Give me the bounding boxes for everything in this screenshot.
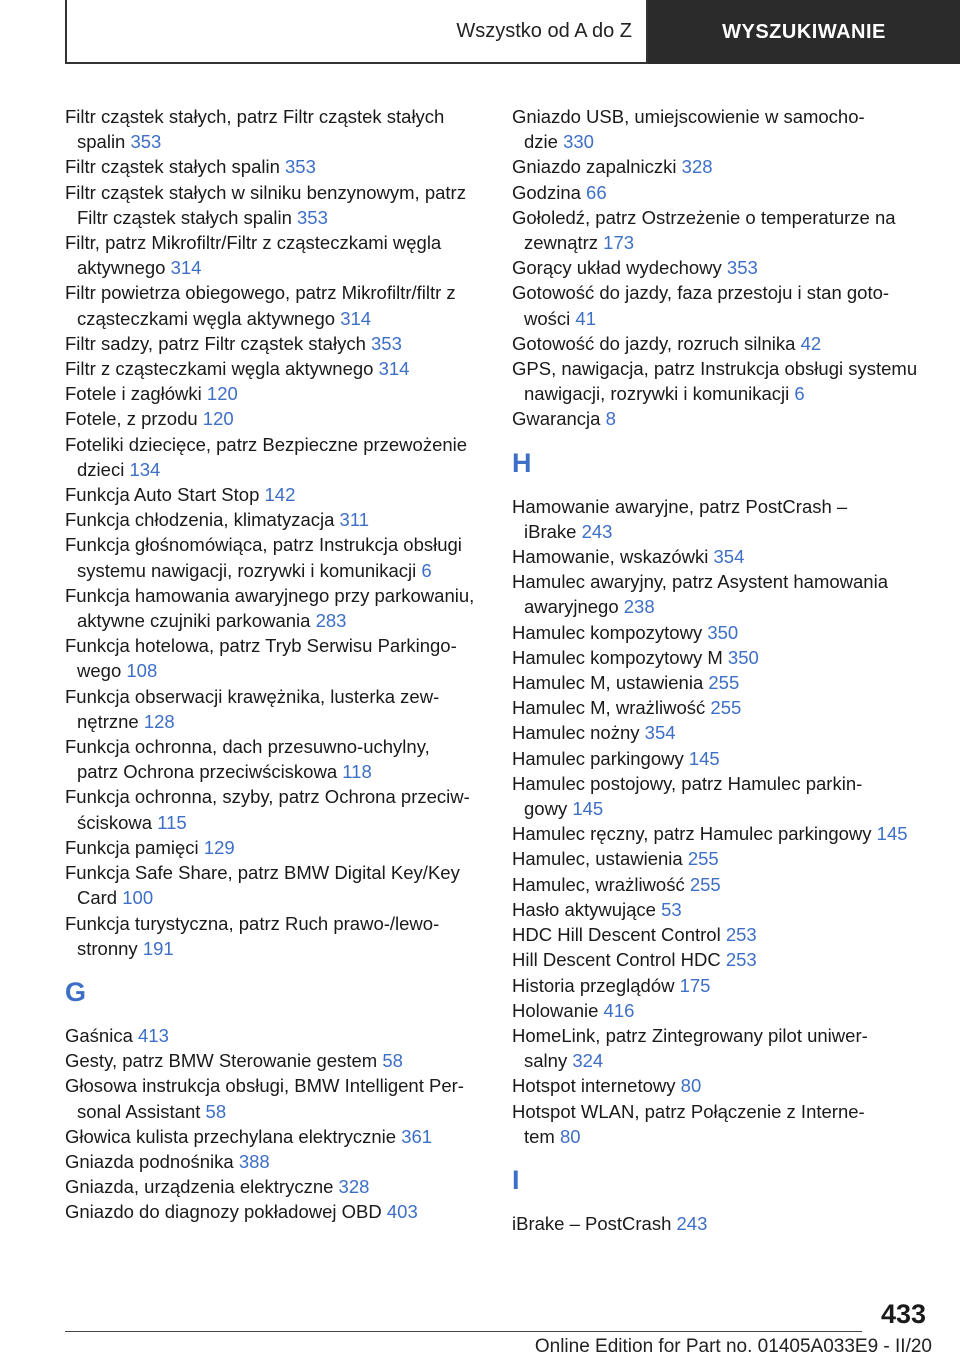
page-link[interactable]: 388 xyxy=(238,1150,270,1172)
page-link[interactable]: 311 xyxy=(339,509,370,531)
index-entry xyxy=(65,280,485,305)
index-entry-text: Hamulec kompozytowy xyxy=(512,621,708,643)
index-entry xyxy=(512,670,932,695)
index-entry-text: nętrzne xyxy=(77,710,144,732)
index-entry-text: tem xyxy=(524,1125,560,1147)
index-entry-text: Funkcja hotelowa, patrz Tryb Serwisu Parkingo- xyxy=(65,635,457,657)
index-entry-text: Hamowanie, wskazówki xyxy=(512,546,714,568)
page-link[interactable]: 128 xyxy=(143,710,175,732)
page-link[interactable]: 255 xyxy=(710,697,742,719)
index-entry xyxy=(65,154,485,179)
page-link[interactable]: 354 xyxy=(713,546,745,568)
page-link[interactable]: 134 xyxy=(129,458,161,480)
page-link[interactable]: 129 xyxy=(203,836,235,858)
index-entry-text: Hamulec, wrażliwość xyxy=(512,873,690,895)
page-link[interactable]: 58 xyxy=(382,1050,403,1072)
index-entry xyxy=(65,1174,485,1199)
index-entry-text: Filtr cząstek stałych spalin xyxy=(65,156,286,178)
index-entry-text: dzieci xyxy=(77,458,130,480)
index-entry xyxy=(65,381,485,406)
index-entry xyxy=(65,1199,485,1224)
index-letter-heading: H xyxy=(512,447,532,478)
index-entry xyxy=(65,230,485,255)
index-entry xyxy=(65,482,485,507)
index-entry-continuation xyxy=(512,129,932,154)
index-entry-text: iBrake xyxy=(524,520,582,542)
index-entry-text: Fotele i zagłówki xyxy=(65,383,207,405)
index-entry xyxy=(512,821,932,846)
index-entry xyxy=(65,432,485,457)
index-entry-text: dzie xyxy=(524,131,564,153)
page-link[interactable]: 243 xyxy=(581,520,613,542)
page-link[interactable]: 120 xyxy=(202,408,234,430)
index-entry xyxy=(65,532,485,557)
index-entry-continuation xyxy=(65,885,485,910)
index-entry-text: Historia przeglądów xyxy=(512,974,680,996)
index-entry xyxy=(65,104,485,129)
index-entry-text: Gwarancja xyxy=(512,408,606,430)
index-entry-text: Fotele, z przodu xyxy=(65,408,203,430)
index-entry-continuation xyxy=(65,608,485,633)
index-entry-text: Gniazda podnośnika xyxy=(65,1150,239,1172)
page-link[interactable]: 328 xyxy=(681,156,713,178)
page-link[interactable]: 328 xyxy=(338,1176,370,1198)
page-link[interactable]: 66 xyxy=(586,181,607,203)
page-link[interactable]: 253 xyxy=(725,924,757,946)
index-entry xyxy=(512,922,932,947)
index-entry xyxy=(65,1149,485,1174)
index-entry xyxy=(512,331,932,356)
index-entry xyxy=(65,911,485,936)
index-entry-text: Gotowość do jazdy, faza przestoju i stan goto- xyxy=(512,282,890,304)
index-entry xyxy=(512,1211,932,1236)
index-entry-text: Hamulec postojowy, patrz Hamulec parkin- xyxy=(512,772,863,794)
index-entry xyxy=(65,633,485,658)
page-link[interactable]: 6 xyxy=(421,559,432,581)
index-entry-text: Funkcja chłodzenia, klimatyzacja xyxy=(65,509,340,531)
index-column-left xyxy=(65,104,485,1225)
index-entry-text: Gniazdo do diagnozy pokładowej OBD xyxy=(65,1201,387,1223)
page-link[interactable]: 253 xyxy=(725,949,757,971)
page-link[interactable]: 283 xyxy=(315,610,347,632)
index-entry-text: Gotowość do jazdy, rozruch silnika xyxy=(512,332,801,354)
index-entry-text: Filtr cząstek stałych, patrz Filtr cząstek stałych xyxy=(65,106,445,127)
page-link[interactable]: 145 xyxy=(876,823,908,845)
index-entry xyxy=(512,620,932,645)
index-entry xyxy=(512,205,932,230)
index-entry-text: Hasło aktywujące xyxy=(512,898,662,920)
index-entry xyxy=(65,1048,485,1073)
index-entry xyxy=(512,544,932,569)
index-entry-text: Holowanie xyxy=(512,999,604,1021)
index-entry-continuation xyxy=(65,255,485,280)
index-entry-text: stronny xyxy=(77,937,143,959)
index-entry-continuation xyxy=(65,457,485,482)
index-entry-continuation xyxy=(512,230,932,255)
page-link[interactable]: 255 xyxy=(708,672,740,694)
page-link[interactable]: 361 xyxy=(401,1125,433,1147)
index-entry-text: Hamulec kompozytowy M xyxy=(512,646,728,668)
index-entry-text: Gorący układ wydechowy xyxy=(512,257,727,279)
index-entry xyxy=(512,645,932,670)
index-entry-text: Głosowa instrukcja obsługi, BMW Intelligent Per- xyxy=(65,1075,464,1097)
index-entry xyxy=(65,180,485,205)
index-entry-text: Gniazda, urządzenia elektryczne xyxy=(65,1176,339,1198)
page-header xyxy=(65,0,960,64)
index-entry xyxy=(65,331,485,356)
index-entry-text: zewnątrz xyxy=(524,232,604,254)
index-entry-text: iBrake – PostCrash xyxy=(512,1212,677,1234)
index-entry-text: Funkcja Auto Start Stop xyxy=(65,484,265,506)
index-entry-text: Gniazdo zapalniczki xyxy=(512,156,682,178)
index-entry-text: sonal Assistant xyxy=(77,1100,206,1122)
page-link[interactable]: 416 xyxy=(603,999,635,1021)
index-entry xyxy=(512,104,932,129)
index-entry xyxy=(512,1073,932,1098)
index-entry-continuation xyxy=(65,936,485,961)
index-entry xyxy=(65,1124,485,1149)
page-link[interactable]: 120 xyxy=(206,383,238,405)
index-entry xyxy=(512,947,932,972)
index-entry xyxy=(512,180,932,205)
index-entry-text: cząsteczkami węgla aktywnego xyxy=(77,307,341,329)
index-entry-text: Card xyxy=(77,887,123,909)
index-entry xyxy=(512,998,932,1023)
index-entry xyxy=(512,280,932,305)
index-entry-text: Funkcja głośnomówiąca, patrz Instrukcja obsługi xyxy=(65,534,462,556)
page-link[interactable]: 145 xyxy=(688,747,720,769)
page-link[interactable]: 100 xyxy=(122,887,154,909)
index-entry xyxy=(65,1023,485,1048)
index-column-right xyxy=(512,104,932,1236)
page-link[interactable]: 353 xyxy=(285,156,316,178)
page-link[interactable]: 58 xyxy=(205,1100,227,1122)
index-entry xyxy=(512,746,932,771)
index-entry xyxy=(512,720,932,745)
index-entry-text: Gaśnica xyxy=(65,1024,139,1046)
index-entry-text: Foteliki dziecięce, patrz Bezpieczne przewożenie xyxy=(65,433,468,455)
index-entry xyxy=(512,771,932,796)
page-link[interactable]: 80 xyxy=(559,1125,581,1147)
index-entry xyxy=(65,356,485,381)
page-link[interactable]: 118 xyxy=(342,761,372,783)
index-entry-text: Filtr z cząsteczkami węgla aktywnego xyxy=(65,358,379,380)
page-link[interactable]: 314 xyxy=(340,307,372,329)
index-entry-continuation xyxy=(65,709,485,734)
index-entry-text: Filtr cząstek stałych spalin xyxy=(77,206,298,228)
index-entry-text: Głowica kulista przechylana elektrycznie xyxy=(65,1125,402,1147)
index-entry-text: Filtr cząstek stałych w silniku benzynowym, patrz xyxy=(65,181,466,203)
index-entry-text: salny xyxy=(524,1050,573,1072)
page-link[interactable]: 403 xyxy=(386,1201,418,1223)
index-entry xyxy=(512,897,932,922)
index-entry-text: Filtr, patrz Mikrofiltr/Filtr z cząsteczkami węgla xyxy=(65,232,442,254)
index-entry-continuation xyxy=(65,810,485,835)
page-link[interactable]: 255 xyxy=(687,848,719,870)
index-entry-text: aktywne czujniki parkowania xyxy=(77,610,316,632)
index-entry-text: Filtr powietrza obiegowego, patrz Mikrofiltr/filtr z xyxy=(65,282,456,304)
index-entry-continuation xyxy=(512,1124,932,1149)
section-tab-search[interactable]: WYSZUKIWANIE xyxy=(648,0,960,64)
index-entry xyxy=(512,356,932,381)
index-entry-text: aktywnego xyxy=(77,257,171,279)
index-entry-continuation xyxy=(512,594,932,619)
index-entry-text: Hotspot internetowy xyxy=(512,1075,681,1097)
page-link[interactable]: 142 xyxy=(264,484,296,506)
page-link[interactable]: 353 xyxy=(130,131,162,153)
index-entry-continuation xyxy=(512,381,932,406)
index-entry-text: Hamulec awaryjny, patrz Asystent hamowania xyxy=(512,571,888,593)
index-entry xyxy=(512,846,932,871)
index-entry-text: Funkcja obserwacji krawężnika, lusterka zew- xyxy=(65,685,440,707)
index-entry-text: gowy xyxy=(524,798,573,820)
index-entry-continuation xyxy=(65,205,485,230)
page-link[interactable]: 350 xyxy=(727,646,759,668)
index-entry-text: Gołoledź, patrz Ostrzeżenie o temperaturze na xyxy=(512,206,896,228)
index-entry-text: Hamulec M, wrażliwość xyxy=(512,697,711,719)
index-entry-text: ściskowa xyxy=(77,811,158,833)
index-entry-text: Funkcja turystyczna, patrz Ruch prawo-/lewo- xyxy=(65,912,440,934)
index-entry-text: Funkcja Safe Share, patrz BMW Digital Key/Key xyxy=(65,862,460,884)
index-entry-text: systemu nawigacji, rozrywki i komunikacji xyxy=(77,559,422,581)
page-link[interactable]: 53 xyxy=(661,898,682,920)
index-entry xyxy=(65,835,485,860)
index-entry xyxy=(512,695,932,720)
index-letter-heading: G xyxy=(65,976,87,1007)
index-entry-text: patrz Ochrona przeciwściskowa xyxy=(77,761,343,783)
page-link[interactable]: 173 xyxy=(603,232,635,254)
index-entry-continuation xyxy=(65,129,485,154)
index-entry xyxy=(512,569,932,594)
index-entry-text: Gesty, patrz BMW Sterowanie gestem xyxy=(65,1050,383,1072)
page-link[interactable]: 353 xyxy=(297,206,328,228)
index-entry-continuation xyxy=(65,306,485,331)
page-link[interactable]: 191 xyxy=(142,937,174,959)
page-link[interactable]: 314 xyxy=(378,358,410,380)
index-entry xyxy=(512,1099,932,1124)
page-link[interactable]: 255 xyxy=(689,873,721,895)
index-entry-text: Funkcja ochronna, szyby, patrz Ochrona przeciw- xyxy=(65,786,470,808)
index-entry-text: Hamulec nożny xyxy=(512,722,645,744)
index-entry-continuation xyxy=(512,1048,932,1073)
index-entry-text: Hamulec, ustawienia xyxy=(512,848,688,870)
index-entry xyxy=(512,406,932,431)
index-entry-continuation xyxy=(512,796,932,821)
index-entry-text: Gniazdo USB, umiejscowienie w samocho- xyxy=(512,106,865,127)
index-entry-text: Filtr sadzy, patrz Filtr cząstek stałych xyxy=(65,332,371,354)
page-link[interactable]: 353 xyxy=(371,332,402,354)
page-link[interactable]: 41 xyxy=(575,307,596,329)
page-link[interactable]: 6 xyxy=(794,383,805,405)
footer-divider xyxy=(65,1331,862,1332)
index-entry-text: Hotspot WLAN, patrz Połączenie z Interne- xyxy=(512,1100,865,1122)
index-entry-text: wego xyxy=(77,660,127,682)
page-link[interactable]: 324 xyxy=(572,1050,604,1072)
chapter-title: Wszystko od A do Z xyxy=(65,0,648,64)
index-entry-text: awaryjnego xyxy=(524,596,624,618)
index-entry-continuation xyxy=(65,1099,485,1124)
index-entry xyxy=(65,734,485,759)
page-link[interactable]: 145 xyxy=(572,798,604,820)
index-entry-text: Hamowanie awaryjne, patrz PostCrash – xyxy=(512,495,848,517)
index-entry-continuation xyxy=(512,519,932,544)
index-entry xyxy=(512,973,932,998)
page-link[interactable]: 413 xyxy=(138,1024,169,1046)
page-link[interactable]: 314 xyxy=(170,257,202,279)
page-link[interactable]: 243 xyxy=(676,1212,708,1234)
index-entry-text: spalin xyxy=(77,131,131,153)
index-entry-text: nawigacji, rozrywki i komunikacji xyxy=(524,383,795,405)
page-link[interactable]: 115 xyxy=(157,811,187,833)
index-entry-text: Hill Descent Control HDC xyxy=(512,949,726,971)
index-entry-text: HomeLink, patrz Zintegrowany pilot uniwer- xyxy=(512,1024,868,1046)
page-link[interactable]: 80 xyxy=(680,1075,702,1097)
page-link[interactable]: 330 xyxy=(563,131,594,153)
index-entry xyxy=(512,154,932,179)
index-entry-text: Hamulec parkingowy xyxy=(512,747,689,769)
index-entry xyxy=(65,860,485,885)
index-letter-heading: I xyxy=(512,1164,520,1195)
index-entry-continuation xyxy=(512,306,932,331)
index-entry xyxy=(65,406,485,431)
index-entry xyxy=(512,494,932,519)
index-entry-text: wości xyxy=(524,307,576,329)
index-entry-text: Godzina xyxy=(512,181,587,203)
index-entry xyxy=(65,507,485,532)
index-entry xyxy=(65,583,485,608)
page-link[interactable]: 354 xyxy=(644,722,676,744)
index-entry-text: Funkcja hamowania awaryjnego przy parkowaniu, xyxy=(65,584,475,606)
index-entry xyxy=(512,872,932,897)
index-entry xyxy=(512,1023,932,1048)
index-entry-text: GPS, nawigacja, patrz Instrukcja obsługi systemu xyxy=(512,358,918,380)
index-entry-text: Hamulec M, ustawienia xyxy=(512,672,709,694)
index-entry-continuation xyxy=(65,558,485,583)
index-entry xyxy=(65,684,485,709)
index-entry xyxy=(65,784,485,809)
index-entry-text: Funkcja pamięci xyxy=(65,836,204,858)
page-link[interactable]: 42 xyxy=(800,332,822,354)
page-link[interactable]: 108 xyxy=(126,660,158,682)
page-link[interactable]: 175 xyxy=(679,974,711,996)
page-number: 433 xyxy=(880,1299,926,1329)
page-link[interactable]: 350 xyxy=(707,621,739,643)
edition-text: Online Edition for Part no. 01405A033E9 - II/20 xyxy=(534,1336,932,1357)
page-link[interactable]: 353 xyxy=(726,257,758,279)
page-link[interactable]: 8 xyxy=(605,408,616,430)
index-entry-continuation xyxy=(65,658,485,683)
index-entry-text: Hamulec ręczny, patrz Hamulec parkingowy xyxy=(512,823,877,845)
page-link[interactable]: 238 xyxy=(623,596,655,618)
index-entry-continuation xyxy=(65,759,485,784)
index-entry xyxy=(65,1073,485,1098)
index-entry-text: HDC Hill Descent Control xyxy=(512,924,726,946)
index-entry-text: Funkcja ochronna, dach przesuwno-uchylny, xyxy=(65,736,430,758)
index-entry xyxy=(512,255,932,280)
